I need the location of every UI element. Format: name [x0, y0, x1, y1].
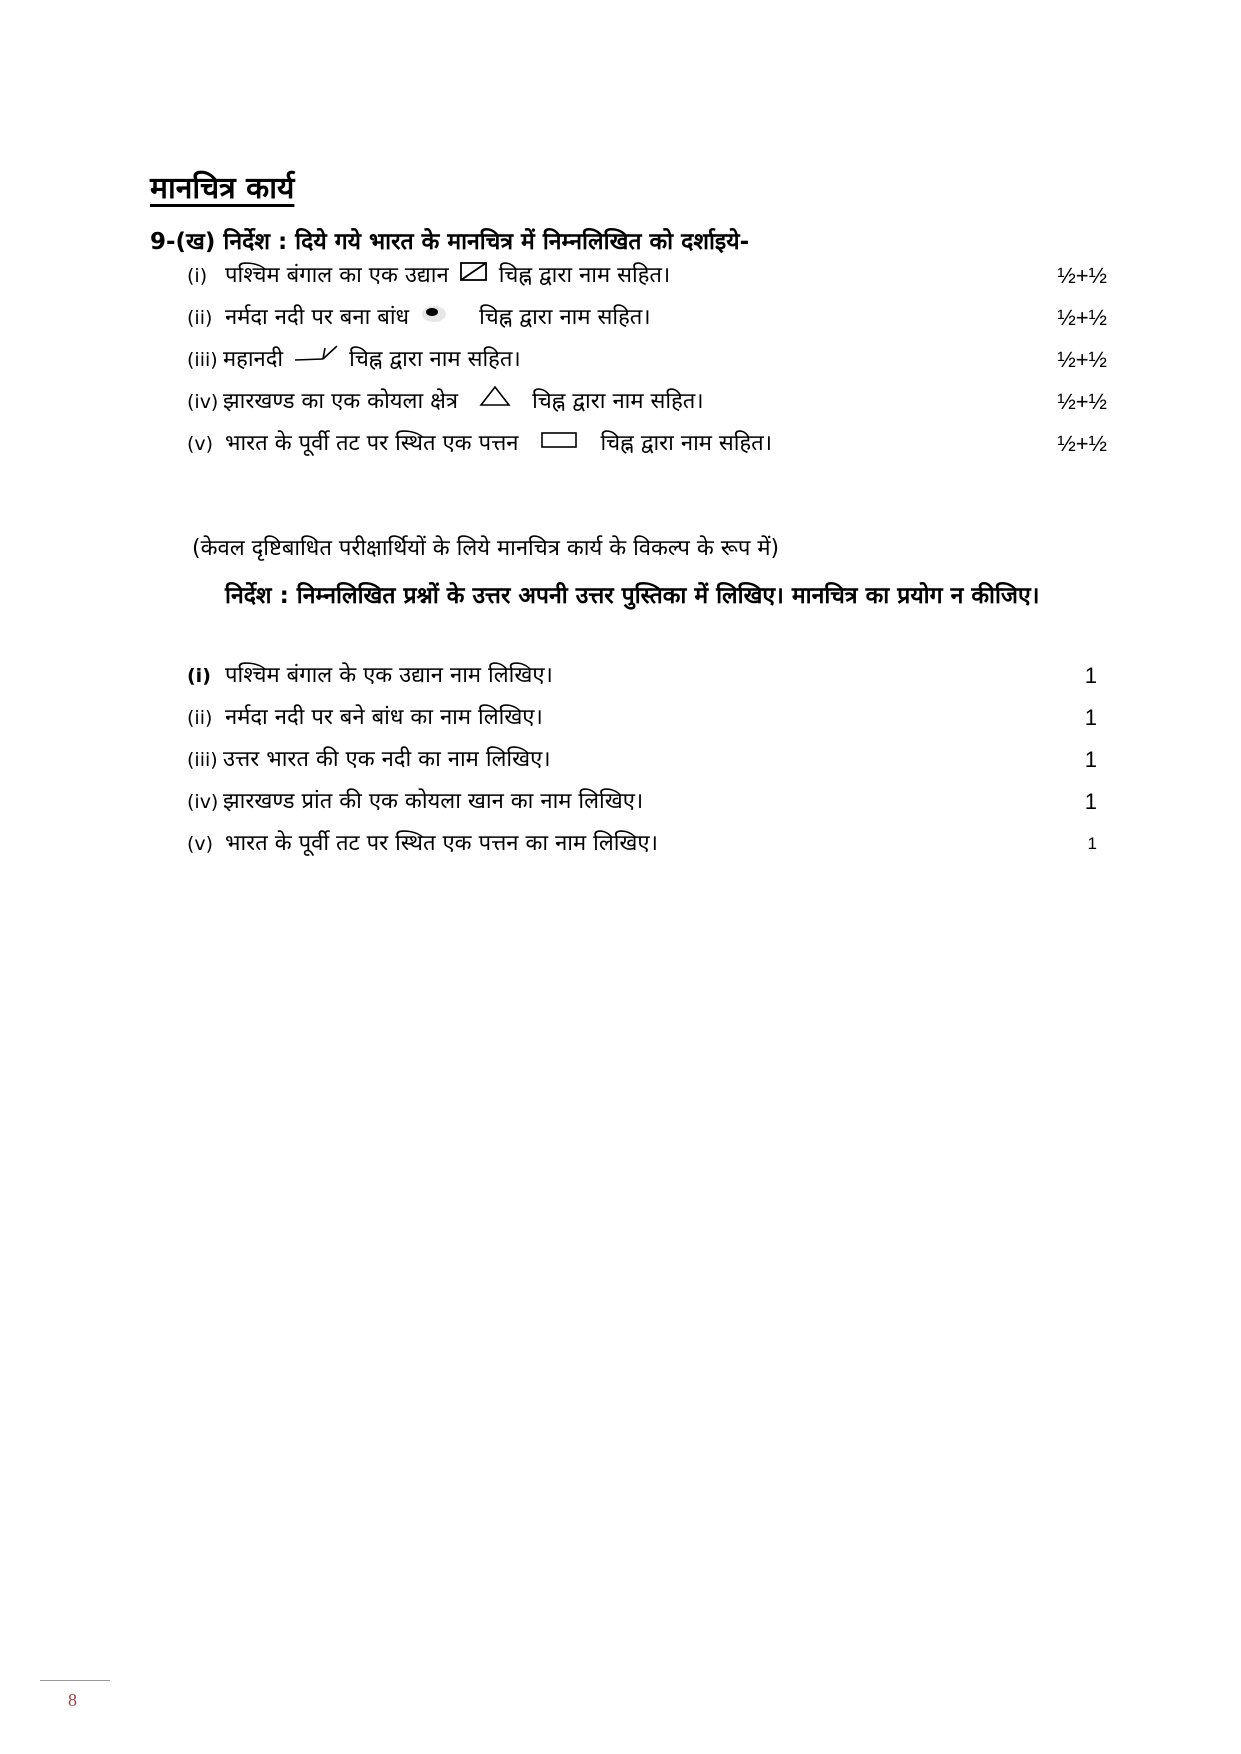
alternative-note: (केवल दृष्टिबाधित परीक्षार्थियों के लिये मानचित्र कार्य के विकल्प के रूप में) [192, 536, 780, 561]
item-instruction: चिह्न द्वारा नाम सहित। [349, 347, 521, 372]
page-number: 8 [68, 1690, 77, 1710]
item-text: झारखण्ड का एक कोयला क्षेत्र [223, 389, 459, 414]
question-heading: 9-(ख) निर्देश : दिये गये भारत के मानचित्र में निम्नलिखित को दर्शाइये- [150, 229, 750, 255]
item-number: (iv) [187, 791, 219, 813]
item-marks: 1 [1084, 789, 1097, 814]
map-item [187, 258, 1107, 294]
item-text: पश्चिम बंगाल के एक उद्यान नाम लिखिए। [225, 663, 553, 688]
map-item [187, 300, 1107, 336]
item-text: भारत के पूर्वी तट पर स्थित एक पत्तन [225, 431, 519, 456]
item-text: नर्मदा नदी पर बना बांध [225, 305, 410, 330]
alternative-instruction: निर्देश : निम्नलिखित प्रश्नों के उत्तर अपनी उत्तर पुस्तिका में लिखिए। मानचित्र का प्रयोग न कीजिए। [225, 583, 1040, 609]
map-item [187, 342, 1107, 378]
river-line-icon [293, 342, 339, 378]
item-text: महानदी [223, 347, 284, 372]
item-number: (i) [187, 665, 211, 687]
dam-dot-icon [419, 300, 449, 336]
rectangle-icon [540, 426, 578, 462]
item-text: उत्तर भारत की एक नदी का नाम लिखिए। [223, 747, 551, 772]
item-number: (iii) [187, 749, 218, 771]
alt-item [187, 742, 1107, 778]
map-item [187, 426, 1107, 462]
alt-item [187, 700, 1107, 736]
section-title: मानचित्र कार्य [150, 171, 295, 206]
item-number: (iii) [187, 349, 218, 371]
item-marks: ½+½ [1057, 263, 1107, 288]
item-marks: ½+½ [1057, 389, 1107, 414]
square-slash-icon [459, 258, 489, 294]
item-instruction: चिह्न द्वारा नाम सहित। [479, 305, 651, 330]
alt-item [187, 658, 1107, 694]
item-number: (ii) [187, 707, 213, 729]
item-marks: ½+½ [1057, 431, 1107, 456]
item-marks: ½+½ [1057, 305, 1107, 330]
triangle-icon [478, 384, 512, 420]
item-instruction: चिह्न द्वारा नाम सहित। [600, 431, 773, 456]
item-number: (v) [187, 833, 214, 855]
item-number: (v) [187, 433, 214, 455]
footer-divider [40, 1680, 110, 1681]
item-instruction: चिह्न द्वारा नाम सहित। [498, 263, 671, 288]
item-marks: 1 [1084, 747, 1097, 772]
item-number: (i) [187, 265, 208, 287]
item-marks: 1 [1087, 834, 1097, 853]
item-instruction: चिह्न द्वारा नाम सहित। [532, 389, 704, 414]
item-number: (ii) [187, 307, 213, 329]
item-text: भारत के पूर्वी तट पर स्थित एक पत्तन का नाम लिखिए। [225, 831, 658, 856]
item-number: (iv) [187, 391, 219, 413]
alt-item [187, 784, 1107, 820]
item-marks: 1 [1084, 705, 1097, 730]
map-item [187, 384, 1107, 420]
item-text: पश्चिम बंगाल का एक उद्यान [225, 263, 449, 288]
item-marks: 1 [1084, 663, 1097, 688]
item-marks: ½+½ [1057, 347, 1107, 372]
alt-item [187, 826, 1107, 862]
item-text: नर्मदा नदी पर बने बांध का नाम लिखिए। [225, 705, 543, 730]
item-text: झारखण्ड प्रांत की एक कोयला खान का नाम लिखिए। [223, 789, 644, 814]
